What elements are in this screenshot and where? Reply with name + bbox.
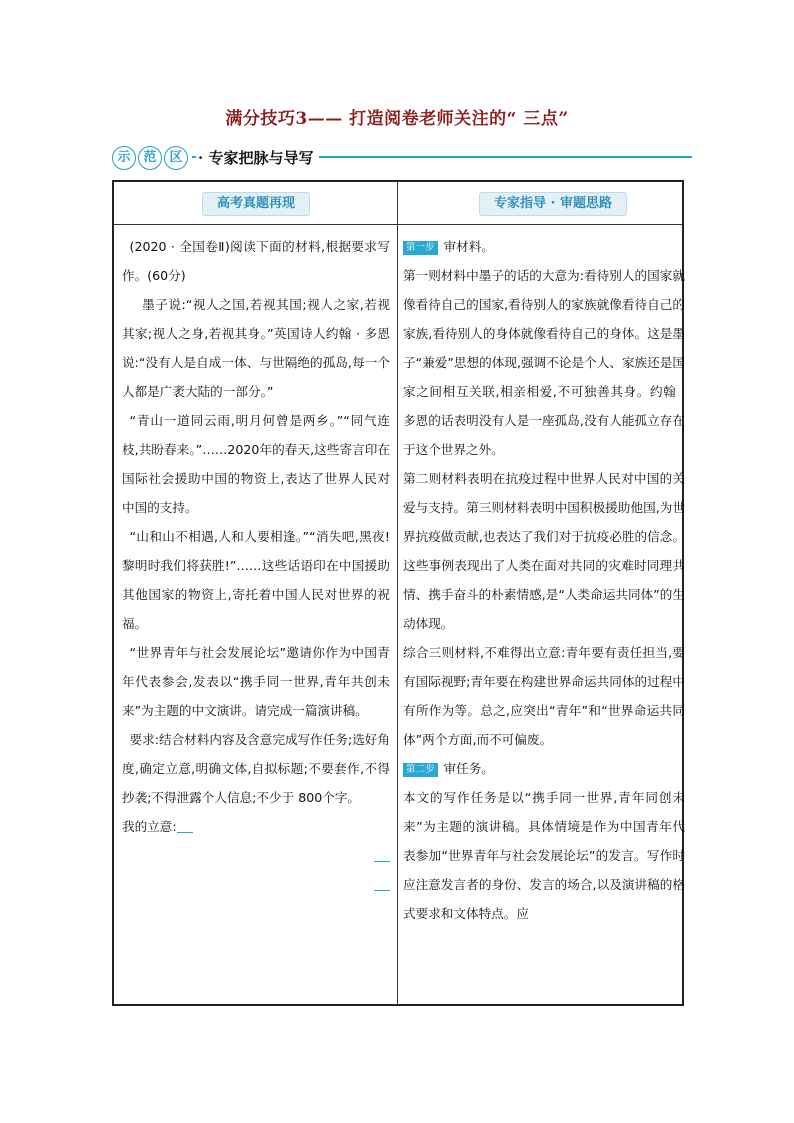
right-column-header: 专家指导 · 审题思路	[479, 192, 627, 216]
step-heading	[403, 232, 685, 261]
step-badge: 第二步	[403, 763, 438, 777]
badge-char: 示	[112, 146, 136, 170]
answer-blank[interactable]	[374, 849, 390, 862]
step-heading	[403, 754, 685, 783]
section-banner	[112, 146, 692, 174]
step-title: 审任务。	[443, 761, 494, 776]
column-divider	[397, 182, 398, 1004]
left-column-header: 高考真题再现	[202, 192, 310, 216]
exam-question-column	[122, 232, 390, 899]
material-paragraph: “山和山不相遇,人和人要相逢。”“消失吧,黑夜!黎明时我们将获胜!”……这些话语印在中国援助其他国家的物资上,寄托着中国人民对世界的祝福。	[122, 529, 390, 631]
badge-char: 区	[164, 146, 188, 170]
my-idea-label: 我的立意:	[122, 819, 177, 834]
requirements-paragraph: 要求:结合材料内容及含意完成写作任务;选好角度,确定立意,明确文体,自拟标题;不要套作,不得抄袭;不得泄露个人信息;不少于 800个字。	[122, 732, 390, 805]
answer-blank-line	[122, 841, 390, 870]
answer-blank[interactable]	[374, 878, 390, 891]
demo-area-badge	[112, 146, 192, 170]
analysis-paragraph: 第二则材料表明在抗疫过程中世界人民对中国的关爱与支持。第三则材料表明中国积极援助他国,为世界抗疫做贡献,也表达了我们对于抗疫必胜的信念。这些事例表现出了人类在面对共同的灾难时同理共情、携手奋斗的朴素情感,是“人类命运共同体”的生动体现。	[403, 471, 685, 631]
analysis-paragraph: 第一则材料中墨子的话的大意为:看待别人的国家就像看待自己的国家,看待别人的家族就像看待自己的家族,看待别人的身体就像看待自己的身体。这是墨子“兼爱”思想的体现,强调不论是个人、家族还是国家之间相互关联,相亲相爱,不可独善其身。约翰 · 多恩的话表明没有人是一座孤岛,没有人能孤立存在于这个世界之外。	[403, 268, 685, 457]
guidance-table	[112, 180, 684, 1006]
badge-char: 范	[138, 146, 162, 170]
step-badge: 第一步	[403, 241, 438, 255]
material-paragraph: “青山一道同云雨,明月何曾是两乡。”“同气连枝,共盼春来。”……2020年的春天,这些寄言印在国际社会援助中国的物资上,表达了世界人民对中国的支持。	[122, 413, 390, 515]
material-paragraph: 墨子说:“视人之国,若视其国;视人之家,若视其家;视人之身,若视其身。”英国诗人约翰 · 多恩说:“没有人是自成一体、与世隔绝的孤岛,每一个人都是广袤大陆的一部分。”	[122, 297, 390, 399]
answer-blank-line	[122, 870, 390, 899]
expert-guidance-column	[403, 232, 685, 928]
header-divider	[114, 224, 682, 225]
banner-subtitle: · 专家把脉与导写	[196, 146, 319, 170]
page-title: 满分技巧3—— 打造阅卷老师关注的“ 三点”	[225, 109, 569, 129]
answer-blank[interactable]	[177, 820, 193, 833]
analysis-paragraph: 本文的写作任务是以“携手同一世界,青年同创未来”为主题的演讲稿。具体情境是作为中国青年代表参加“世界青年与社会发展论坛”的发言。写作时应注意发言者的身份、发言的场合,以及演讲稿的格式要求和文体特点。应	[403, 790, 685, 921]
task-paragraph: “世界青年与社会发展论坛”邀请你作为中国青年代表参会,发表以“携手同一世界,青年共创未来”为主题的中文演讲。请完成一篇演讲稿。	[122, 645, 390, 718]
my-idea-line	[122, 812, 390, 841]
step-title: 审材料。	[443, 239, 494, 254]
question-intro: (2020 · 全国卷Ⅱ)阅读下面的材料,根据要求写作。(60分)	[122, 239, 390, 283]
analysis-paragraph: 综合三则材料,不难得出立意:青年要有责任担当,要有国际视野;青年要在构建世界命运共同体的过程中有所作为等。总之,应突出“青年”和“世界命运共同体”两个方面,而不可偏废。	[403, 645, 685, 747]
